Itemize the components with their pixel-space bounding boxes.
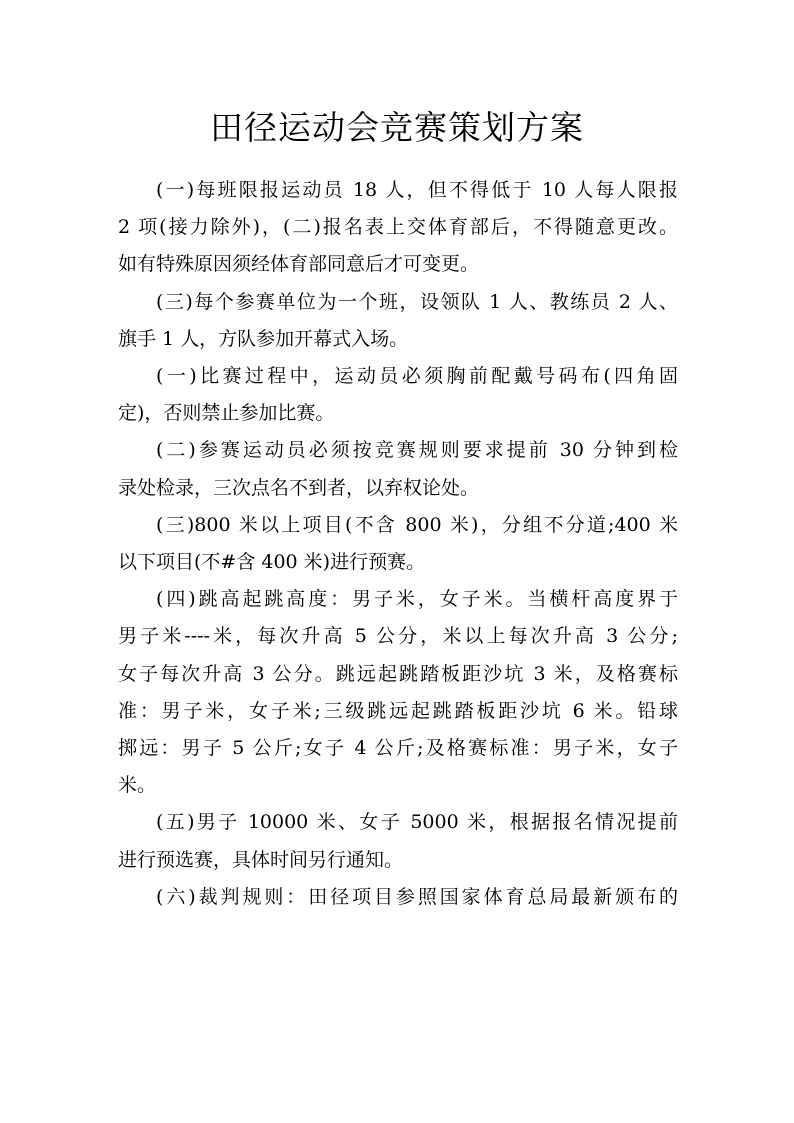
text-line: 进行预选赛，具体时间另行通知。 bbox=[118, 848, 404, 871]
text-line: 2 项(接力除外)，(二)报名表上交体育部后，不得随意更改。 bbox=[118, 216, 678, 239]
text-line: 掷远：男子 5 公斤;女子 4 公斤;及格赛标准：男子米，女子 bbox=[118, 737, 678, 760]
paragraph-check-in bbox=[118, 432, 678, 506]
text-line: 男子米----米，每次升高 5 公分，米以上每次升高 3 公分; bbox=[118, 625, 678, 648]
text-line: 以下项目(不#含 400 米)进行预赛。 bbox=[118, 551, 426, 574]
text-line: 录处检录，三次点名不到者，以弃权论处。 bbox=[118, 476, 480, 499]
paragraph-registration bbox=[118, 172, 678, 284]
text-line: 准：男子米，女子米;三级跳远起跳踏板距沙坑 6 米。铅球 bbox=[118, 699, 678, 722]
text-line: (六)裁判规则：田径项目参照国家体育总局最新颁布的 bbox=[156, 885, 678, 908]
text-line: 旗手 1 人，方队参加开幕式入场。 bbox=[118, 327, 409, 350]
text-line: (一)每班限报运动员 18 人，但不得低于 10 人每人限报 bbox=[156, 179, 678, 201]
text-line: (五)男子 10000 米、女子 5000 米，根据报名情况提前 bbox=[156, 811, 678, 834]
document-body bbox=[118, 172, 678, 916]
text-line: 如有特殊原因须经体育部同意后才可变更。 bbox=[118, 253, 480, 276]
text-line: (二)参赛运动员必须按竞赛规则要求提前 30 分钟到检 bbox=[156, 439, 678, 462]
paragraph-judging-rules bbox=[118, 879, 678, 916]
text-line: 女子每次升高 3 公分。跳远起跳踏板距沙坑 3 米，及格赛标 bbox=[118, 662, 678, 685]
text-line: (三)800 米以上项目(不含 800 米)，分组不分道;400 米 bbox=[156, 513, 678, 536]
paragraph-jump-standards bbox=[118, 581, 678, 804]
paragraph-team-setup bbox=[118, 284, 678, 358]
text-line: 米。 bbox=[118, 774, 157, 797]
text-line: (四)跳高起跳高度：男子米，女子米。当横杆高度界于 bbox=[156, 588, 678, 611]
document-title: 田径运动会竞赛策划方案 bbox=[210, 108, 584, 147]
paragraph-long-distance bbox=[118, 804, 678, 878]
text-line: 定)，否则禁止参加比赛。 bbox=[118, 402, 335, 425]
paragraph-heats bbox=[118, 507, 678, 581]
text-line: (三)每个参赛单位为一个班，设领队 1 人、教练员 2 人、 bbox=[156, 290, 678, 313]
text-line: (一)比赛过程中，运动员必须胸前配戴号码布(四角固 bbox=[156, 365, 678, 388]
paragraph-bib-number bbox=[118, 358, 678, 432]
